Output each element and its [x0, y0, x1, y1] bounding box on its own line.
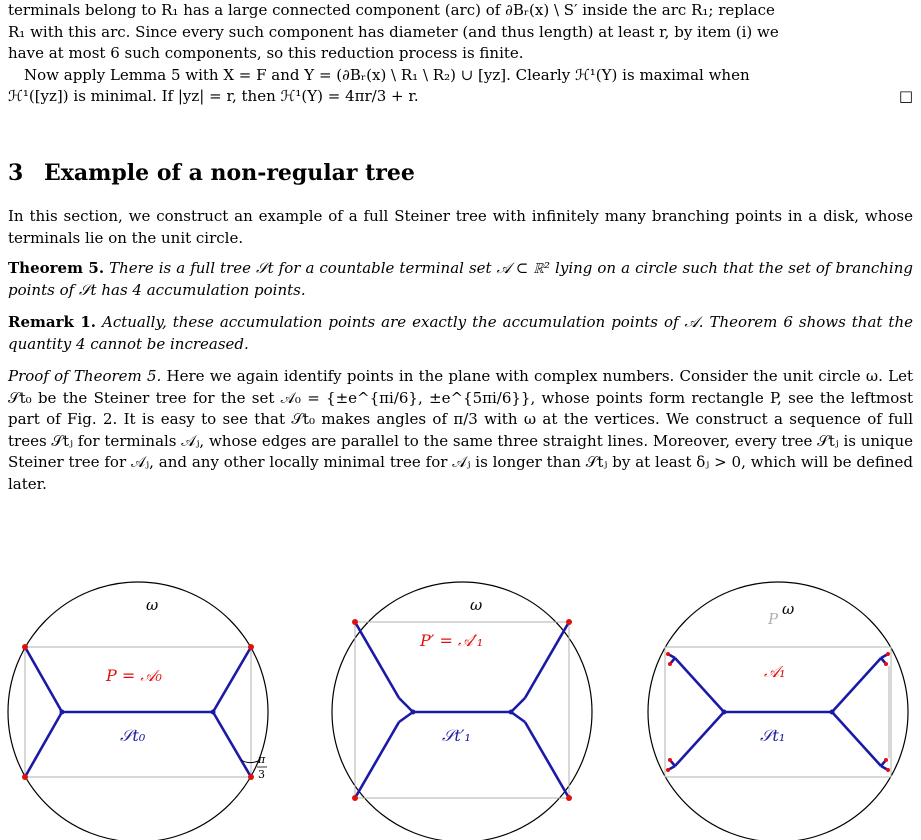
figure-2: [0, 588, 921, 836]
figure-panel-st1-prime: [324, 588, 604, 840]
st1-prime-diagram: [324, 588, 604, 836]
omega-label: ω: [146, 596, 159, 614]
tree-edge: [213, 712, 251, 777]
section-intro: [8, 206, 913, 249]
terminal-point: [884, 758, 888, 762]
terminal-point: [884, 662, 888, 666]
proof: [8, 366, 913, 495]
terminal-point: [22, 774, 28, 780]
proof-label: Proof of Theorem 5.: [8, 367, 162, 385]
terminal-point: [666, 768, 670, 772]
figure-panel-st0: [0, 588, 280, 840]
tree-edge: [675, 712, 724, 766]
tree-edge: [832, 658, 881, 712]
branching-point: [211, 710, 216, 715]
branching-point: [60, 710, 65, 715]
branching-point: [411, 710, 416, 715]
omega-label: ω: [782, 600, 795, 618]
terminal-point: [566, 795, 572, 801]
tree-edge: [25, 647, 62, 712]
intro-line-4: Now apply Lemma 5 with X = F and Y = (∂Bᵣ(x) \ R₁ \ R₂) ∪ [yz]. Clearly ℋ¹(Y) is maximal when: [24, 65, 750, 84]
branching-point: [509, 710, 514, 715]
tree-edge: [355, 722, 399, 798]
set-label: P′ = 𝒜′₁: [420, 631, 484, 650]
tree-label: 𝒮t₁: [760, 726, 786, 745]
tree-label: 𝒮t₀: [120, 726, 146, 745]
remark-1: [8, 312, 913, 355]
remark-label: Remark 1.: [8, 313, 96, 331]
qed-symbol: □: [898, 87, 913, 105]
proof-text: Here we again identify points in the plane with complex numbers. Consider the unit circle ω. Let 𝒮t₀ be the Steiner tree for the set 𝒜₀ = {±e^{πi/6}, ±e^{5πi/6}}, whose points form rectangle P, see the leftmost part of Fig. 2. It is easy to see that 𝒮t₀ makes angles of π/3 with ω at the vertices. We construct a sequence of full trees 𝒮tⱼ for terminals 𝒜ⱼ, whose edges are parallel to the same three straight lines. Moreover, every tree 𝒮tⱼ is unique Steiner tree for 𝒜ⱼ, and any other locally minimal tree for 𝒜ⱼ is longer than 𝒮tⱼ by at least δⱼ > 0, which will be defined later.: [8, 367, 913, 493]
tree-edge: [399, 698, 413, 712]
intro-line-5-text: ℋ¹([yz]) is minimal. If |yz| = r, then ℋ¹(Y) = 4πr/3 + r.: [8, 87, 419, 105]
tree-edge: [511, 698, 525, 712]
branching-point: [830, 710, 835, 715]
branching-point: [722, 710, 727, 715]
tree-edge: [399, 712, 413, 722]
tree-edge: [525, 722, 569, 798]
section-title: Example of a non-regular tree: [44, 160, 415, 186]
intro-line-2: R₁ with this arc. Since every such component has diameter (and thus length) at least r, by item (i) we: [8, 22, 779, 41]
theorem-label: Theorem 5.: [8, 259, 105, 277]
angle-denominator: 3: [258, 768, 265, 781]
theorem-5: [8, 258, 913, 301]
tree-edge: [511, 712, 525, 722]
terminal-point: [352, 619, 358, 625]
tree-edge: [213, 647, 251, 712]
intro-line-1: terminals belong to R₁ has a large connected component (arc) of ∂Bᵣ(x) \ S′ inside the arc R₁; replace: [8, 1, 775, 19]
tree-edge: [25, 712, 62, 777]
tree-label: 𝒮t′₁: [442, 726, 471, 745]
omega-label: ω: [470, 596, 483, 614]
tree-edge: [832, 712, 881, 766]
terminal-point: [248, 644, 254, 650]
tree-edge: [525, 622, 569, 698]
remark-text: Actually, these accumulation points are exactly the accumulation points of 𝒜. Theorem 6 shows that the quantity 4 cannot be increased.: [8, 313, 913, 353]
intro-line-5: [8, 86, 913, 108]
angle-numerator: π: [258, 753, 266, 766]
set-label: 𝒜₁: [764, 662, 786, 681]
terminal-point: [886, 768, 890, 772]
terminal-point: [248, 774, 254, 780]
terminal-point: [886, 652, 890, 656]
intro-line-3: have at most 6 such components, so this reduction process is finite.: [8, 44, 524, 62]
ghost-p-label: P: [768, 610, 779, 628]
section-heading: [8, 160, 415, 186]
tree-edge: [675, 658, 724, 712]
intro-paragraph: [8, 0, 913, 108]
terminal-point: [22, 644, 28, 650]
tree-edge: [355, 622, 399, 698]
st1-diagram: [640, 588, 920, 836]
figure-panel-st1: [640, 588, 920, 840]
terminal-point: [666, 652, 670, 656]
st0-diagram: [0, 588, 280, 836]
terminal-point: [668, 758, 672, 762]
terminal-point: [352, 795, 358, 801]
terminal-point: [566, 619, 572, 625]
section-number: 3: [8, 160, 24, 186]
section-intro-text: In this section, we construct an example of a full Steiner tree with infinitely many branching points in a disk, whose terminals lie on the unit circle.: [8, 207, 913, 247]
terminal-point: [668, 662, 672, 666]
theorem-text: There is a full tree 𝒮t for a countable terminal set 𝒜 ⊂ ℝ² lying on a circle such that the set of branching points of 𝒮t has 4 accumulation points.: [8, 259, 913, 299]
set-label: P = 𝒜₀: [106, 666, 162, 685]
